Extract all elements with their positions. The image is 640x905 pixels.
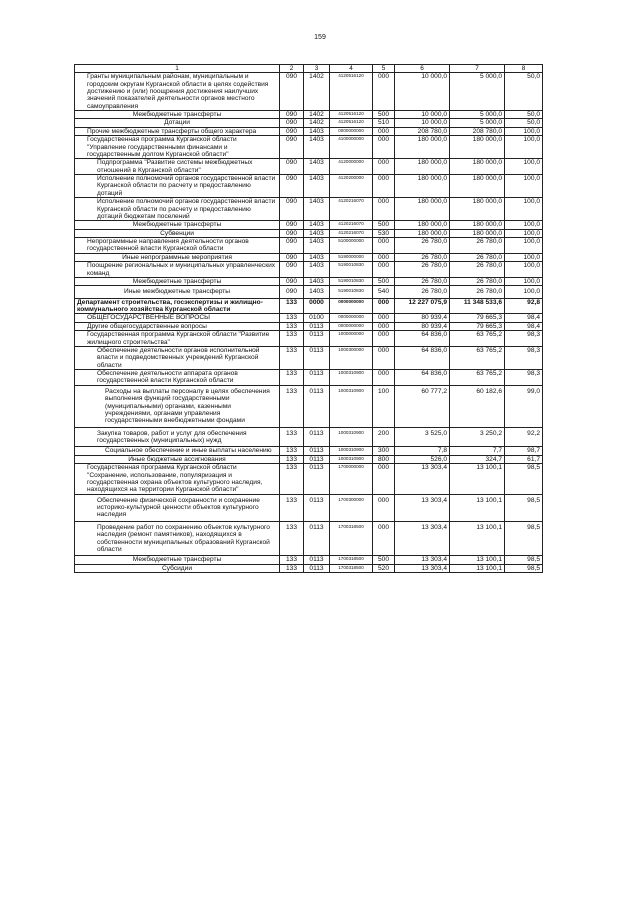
cell-expense-type: 540: [373, 286, 395, 298]
cell-expense-type: 000: [373, 238, 395, 254]
row-name: Иные межбюджетные трансферты: [75, 286, 280, 298]
table-row: [75, 229, 543, 237]
cell-planned-amount: 180 000,0: [395, 198, 450, 221]
cell-percent: 98,5: [505, 564, 543, 572]
table-row: [75, 346, 543, 369]
cell-target-article: 5190010830: [330, 262, 373, 278]
cell-ministry-code: 090: [280, 253, 304, 261]
cell-actual-amount: 180 000,0: [450, 198, 505, 221]
cell-ministry-code: 090: [280, 159, 304, 175]
cell-section-code: 0113: [304, 370, 330, 386]
table-row: [75, 159, 543, 175]
cell-actual-amount: 26 780,0: [450, 262, 505, 278]
cell-section-code: 0113: [304, 494, 330, 521]
cell-section-code: 0113: [304, 427, 330, 447]
cell-target-article: 4100000000: [330, 136, 373, 159]
cell-actual-amount: 79 665,3: [450, 314, 505, 322]
cell-actual-amount: 13 100,1: [450, 521, 505, 556]
cell-percent: 98,5: [505, 494, 543, 521]
cell-section-code: 0000: [304, 298, 330, 314]
cell-planned-amount: 10 000,0: [395, 119, 450, 127]
table-row: [75, 111, 543, 119]
cell-section-code: 1402: [304, 119, 330, 127]
cell-target-article: 5190010830: [330, 286, 373, 298]
table-row: [75, 564, 543, 572]
cell-ministry-code: 133: [280, 298, 304, 314]
cell-expense-type: 500: [373, 221, 395, 229]
cell-target-article: 5190000000: [330, 253, 373, 261]
cell-percent: 98,3: [505, 370, 543, 386]
cell-ministry-code: 090: [280, 136, 304, 159]
cell-expense-type: 000: [373, 262, 395, 278]
cell-expense-type: 000: [373, 175, 395, 198]
cell-target-article: 0000000000: [330, 314, 373, 322]
cell-actual-amount: 180 000,0: [450, 136, 505, 159]
cell-expense-type: 000: [373, 331, 395, 347]
cell-planned-amount: 80 939,4: [395, 322, 450, 330]
cell-planned-amount: 26 780,0: [395, 253, 450, 261]
cell-expense-type: 510: [373, 119, 395, 127]
cell-planned-amount: 13 303,4: [395, 564, 450, 572]
cell-ministry-code: 090: [280, 229, 304, 237]
cell-actual-amount: 180 000,0: [450, 229, 505, 237]
cell-expense-type: 000: [373, 198, 395, 221]
cell-percent: 100,0: [505, 277, 543, 285]
cell-percent: 100,0: [505, 159, 543, 175]
cell-planned-amount: 180 000,0: [395, 221, 450, 229]
cell-ministry-code: 090: [280, 175, 304, 198]
page-number: 159: [314, 34, 326, 41]
cell-planned-amount: 12 227 075,9: [395, 298, 450, 314]
table-row: [75, 464, 543, 495]
cell-percent: 100,0: [505, 262, 543, 278]
cell-expense-type: 500: [373, 556, 395, 564]
cell-ministry-code: 090: [280, 238, 304, 254]
cell-actual-amount: 26 780,0: [450, 238, 505, 254]
column-header: 3: [304, 65, 330, 73]
cell-planned-amount: 26 780,0: [395, 277, 450, 285]
cell-actual-amount: 13 100,1: [450, 464, 505, 495]
cell-section-code: 0113: [304, 385, 330, 427]
cell-actual-amount: 11 348 533,6: [450, 298, 505, 314]
row-name: Закупка товаров, работ и услуг для обеспечения государственных (муниципальных) нужд: [75, 427, 280, 447]
cell-target-article: 4120516120: [330, 111, 373, 119]
cell-planned-amount: 26 780,0: [395, 262, 450, 278]
cell-ministry-code: 133: [280, 521, 304, 556]
cell-percent: 98,4: [505, 322, 543, 330]
table-row: [75, 556, 543, 564]
cell-target-article: 1000300000: [330, 346, 373, 369]
table-header-row: [75, 65, 543, 73]
cell-expense-type: 000: [373, 346, 395, 369]
cell-ministry-code: 133: [280, 564, 304, 572]
row-name: Государственная программа Курганской области "Управление государственными финансами и государственным долгом Курганской области": [75, 136, 280, 159]
row-name: Субвенции: [75, 229, 280, 237]
cell-expense-type: 100: [373, 385, 395, 427]
cell-expense-type: 000: [373, 494, 395, 521]
cell-planned-amount: 60 777,2: [395, 385, 450, 427]
cell-planned-amount: 180 000,0: [395, 159, 450, 175]
cell-planned-amount: 64 836,0: [395, 370, 450, 386]
cell-percent: 98,3: [505, 346, 543, 369]
table-row: [75, 314, 543, 322]
row-name: Обеспечение физической сохранности и сохранение историко-культурной ценности объектов культурного наследия: [75, 494, 280, 521]
cell-planned-amount: 10 000,0: [395, 111, 450, 119]
row-name: ОБЩЕГОСУДАРСТВЕННЫЕ ВОПРОСЫ: [75, 314, 280, 322]
cell-ministry-code: 090: [280, 221, 304, 229]
cell-target-article: 1700318500: [330, 564, 373, 572]
cell-section-code: 0100: [304, 314, 330, 322]
cell-target-article: 1000310900: [330, 370, 373, 386]
row-name: Департамент строительства, госэкспертизы и жилищно-коммунального хозяйства Курганской области: [75, 298, 280, 314]
cell-actual-amount: 3 250,2: [450, 427, 505, 447]
row-name: Другие общегосударственные вопросы: [75, 322, 280, 330]
cell-ministry-code: 133: [280, 494, 304, 521]
table-row: [75, 253, 543, 261]
column-header: 8: [505, 65, 543, 73]
column-header: 7: [450, 65, 505, 73]
cell-target-article: 5190010830: [330, 277, 373, 285]
cell-percent: 98,4: [505, 314, 543, 322]
row-name: Государственная программа Курганской области "Сохранение, использование, популяризация и государственная охрана объектов культурного наследия, находящихся на территории Курганской области": [75, 464, 280, 495]
cell-target-article: 4120216070: [330, 198, 373, 221]
cell-expense-type: 500: [373, 277, 395, 285]
cell-target-article: 1700000000: [330, 464, 373, 495]
cell-section-code: 0113: [304, 322, 330, 330]
cell-section-code: 1403: [304, 198, 330, 221]
table-row: [75, 221, 543, 229]
table-body: [75, 73, 543, 573]
cell-section-code: 1403: [304, 262, 330, 278]
cell-expense-type: 000: [373, 370, 395, 386]
table-row: [75, 119, 543, 127]
cell-ministry-code: 133: [280, 427, 304, 447]
cell-target-article: 4120200000: [330, 175, 373, 198]
cell-planned-amount: 180 000,0: [395, 229, 450, 237]
cell-section-code: 0113: [304, 464, 330, 495]
cell-actual-amount: 180 000,0: [450, 175, 505, 198]
cell-expense-type: 500: [373, 111, 395, 119]
table-row: [75, 136, 543, 159]
cell-section-code: 1403: [304, 253, 330, 261]
column-header: 1: [75, 65, 280, 73]
cell-planned-amount: 26 780,0: [395, 286, 450, 298]
cell-expense-type: 000: [373, 521, 395, 556]
table-row: [75, 331, 543, 347]
row-name: Гранты муниципальным районам, муниципальным и городским округам Курганской области в целях содействия достижению и (или) поощрения достижения наилучших значений показателей деятельности органов местного самоуправления: [75, 73, 280, 111]
cell-actual-amount: 5 000,0: [450, 119, 505, 127]
cell-expense-type: 000: [373, 314, 395, 322]
cell-planned-amount: 13 303,4: [395, 556, 450, 564]
cell-section-code: 0113: [304, 447, 330, 455]
cell-planned-amount: 7,8: [395, 447, 450, 455]
cell-expense-type: 000: [373, 159, 395, 175]
cell-actual-amount: 63 765,2: [450, 331, 505, 347]
cell-target-article: 4120000000: [330, 159, 373, 175]
cell-planned-amount: 13 303,4: [395, 464, 450, 495]
cell-ministry-code: 133: [280, 556, 304, 564]
table-row: [75, 127, 543, 135]
cell-section-code: 1403: [304, 136, 330, 159]
cell-planned-amount: 64 836,0: [395, 331, 450, 347]
cell-planned-amount: 13 303,4: [395, 494, 450, 521]
row-name: Субсидии: [75, 564, 280, 572]
cell-target-article: 4120516120: [330, 73, 373, 111]
row-name: Межбюджетные трансферты: [75, 556, 280, 564]
cell-expense-type: 520: [373, 564, 395, 572]
row-name: Непрограммные направления деятельности органов государственной власти Курганской области: [75, 238, 280, 254]
cell-section-code: 0113: [304, 346, 330, 369]
cell-expense-type: 000: [373, 136, 395, 159]
row-name: Прочие межбюджетные трансферты общего характера: [75, 127, 280, 135]
cell-actual-amount: 79 665,3: [450, 322, 505, 330]
column-header: 2: [280, 65, 304, 73]
cell-ministry-code: 090: [280, 127, 304, 135]
table-row: [75, 521, 543, 556]
cell-planned-amount: 180 000,0: [395, 136, 450, 159]
cell-planned-amount: 13 303,4: [395, 521, 450, 556]
table-row: [75, 73, 543, 111]
row-name: Межбюджетные трансферты: [75, 277, 280, 285]
cell-planned-amount: 64 836,0: [395, 346, 450, 369]
row-name: Проведение работ по сохранению объектов культурного наследия (ремонт памятников), находящихся в собственности муниципальных образований Курганской области: [75, 521, 280, 556]
cell-actual-amount: 60 182,6: [450, 385, 505, 427]
cell-percent: 50,0: [505, 119, 543, 127]
row-name: Обеспечение деятельности органов исполнительной власти и подведомственных учреждений Курганской области: [75, 346, 280, 369]
cell-percent: 100,0: [505, 175, 543, 198]
cell-ministry-code: 133: [280, 370, 304, 386]
table-row: [75, 494, 543, 521]
cell-section-code: 1403: [304, 175, 330, 198]
cell-actual-amount: 13 100,1: [450, 556, 505, 564]
cell-section-code: 0113: [304, 331, 330, 347]
cell-percent: 92,2: [505, 427, 543, 447]
cell-planned-amount: 80 939,4: [395, 314, 450, 322]
cell-ministry-code: 133: [280, 322, 304, 330]
cell-target-article: 1700300000: [330, 494, 373, 521]
cell-expense-type: 000: [373, 127, 395, 135]
cell-section-code: 1403: [304, 221, 330, 229]
cell-percent: 92,8: [505, 298, 543, 314]
cell-actual-amount: 13 100,1: [450, 494, 505, 521]
cell-target-article: 1700318500: [330, 521, 373, 556]
row-name: Государственная программа Курганской области "Развитие жилищного строительства": [75, 331, 280, 347]
cell-section-code: 1403: [304, 277, 330, 285]
cell-expense-type: 000: [373, 253, 395, 261]
cell-percent: 98,5: [505, 521, 543, 556]
column-header: 4: [330, 65, 373, 73]
cell-percent: 98,5: [505, 464, 543, 495]
cell-section-code: 1402: [304, 111, 330, 119]
cell-target-article: 0000000000: [330, 298, 373, 314]
cell-target-article: 1700318500: [330, 556, 373, 564]
cell-expense-type: 000: [373, 73, 395, 111]
table-row: [75, 385, 543, 427]
column-header: 5: [373, 65, 395, 73]
cell-percent: 99,0: [505, 385, 543, 427]
cell-percent: 100,0: [505, 136, 543, 159]
cell-section-code: 0113: [304, 564, 330, 572]
cell-ministry-code: 090: [280, 73, 304, 111]
table-row: [75, 447, 543, 455]
cell-expense-type: 200: [373, 427, 395, 447]
cell-percent: 50,0: [505, 73, 543, 111]
cell-expense-type: 530: [373, 229, 395, 237]
cell-target-article: 4120516120: [330, 119, 373, 127]
table-row: [75, 455, 543, 463]
cell-percent: 100,0: [505, 253, 543, 261]
cell-planned-amount: 26 780,0: [395, 238, 450, 254]
cell-actual-amount: 7,7: [450, 447, 505, 455]
cell-section-code: 1402: [304, 73, 330, 111]
column-header: 6: [395, 65, 450, 73]
cell-section-code: 1403: [304, 127, 330, 135]
cell-planned-amount: 10 000,0: [395, 73, 450, 111]
cell-target-article: 1000310900: [330, 455, 373, 463]
cell-section-code: 0113: [304, 556, 330, 564]
cell-ministry-code: 133: [280, 464, 304, 495]
cell-actual-amount: 5 000,0: [450, 111, 505, 119]
cell-target-article: 1000000000: [330, 331, 373, 347]
cell-actual-amount: 63 765,2: [450, 346, 505, 369]
cell-actual-amount: 26 780,0: [450, 286, 505, 298]
row-name: Межбюджетные трансферты: [75, 111, 280, 119]
row-name: Иные бюджетные ассигнования: [75, 455, 280, 463]
cell-target-article: 4120216070: [330, 229, 373, 237]
cell-section-code: 1403: [304, 238, 330, 254]
cell-ministry-code: 133: [280, 331, 304, 347]
cell-ministry-code: 133: [280, 314, 304, 322]
table-row: [75, 286, 543, 298]
table-row: [75, 175, 543, 198]
cell-ministry-code: 133: [280, 346, 304, 369]
cell-target-article: 4120216070: [330, 221, 373, 229]
row-name: Дотации: [75, 119, 280, 127]
cell-actual-amount: 208 780,0: [450, 127, 505, 135]
cell-expense-type: 000: [373, 298, 395, 314]
cell-ministry-code: 090: [280, 262, 304, 278]
cell-target-article: 1000310900: [330, 447, 373, 455]
cell-expense-type: 000: [373, 322, 395, 330]
cell-ministry-code: 090: [280, 111, 304, 119]
cell-percent: 100,0: [505, 127, 543, 135]
cell-actual-amount: 26 780,0: [450, 277, 505, 285]
cell-ministry-code: 090: [280, 277, 304, 285]
cell-percent: 50,0: [505, 111, 543, 119]
cell-percent: 100,0: [505, 198, 543, 221]
cell-percent: 61,7: [505, 455, 543, 463]
table-row: [75, 322, 543, 330]
table-row: [75, 198, 543, 221]
cell-expense-type: 000: [373, 464, 395, 495]
cell-actual-amount: 180 000,0: [450, 159, 505, 175]
cell-percent: 100,0: [505, 286, 543, 298]
table-row: [75, 427, 543, 447]
cell-ministry-code: 090: [280, 286, 304, 298]
cell-actual-amount: 5 000,0: [450, 73, 505, 111]
cell-ministry-code: 133: [280, 385, 304, 427]
row-name: Расходы на выплаты персоналу в целях обеспечения выполнения функций государственными (муниципальными) органами, казенными учреждениями, органами управления государственными внебюджетными фондами: [75, 385, 280, 427]
cell-expense-type: 800: [373, 455, 395, 463]
cell-actual-amount: 13 100,1: [450, 564, 505, 572]
row-name: Поощрение региональных и муниципальных управленческих команд: [75, 262, 280, 278]
row-name: Обеспечение деятельности аппарата органов государственной власти Курганской области: [75, 370, 280, 386]
row-name: Социальное обеспечение и иные выплаты населению: [75, 447, 280, 455]
cell-actual-amount: 26 780,0: [450, 253, 505, 261]
cell-planned-amount: 180 000,0: [395, 175, 450, 198]
cell-actual-amount: 63 765,2: [450, 370, 505, 386]
table-row: [75, 298, 543, 314]
cell-percent: 98,3: [505, 331, 543, 347]
cell-ministry-code: 133: [280, 447, 304, 455]
cell-target-article: 0000000000: [330, 322, 373, 330]
cell-percent: 100,0: [505, 238, 543, 254]
cell-planned-amount: 208 780,0: [395, 127, 450, 135]
table-row: [75, 370, 543, 386]
cell-section-code: 0113: [304, 521, 330, 556]
budget-table: [74, 64, 543, 573]
cell-target-article: 0000000000: [330, 127, 373, 135]
cell-percent: 100,0: [505, 229, 543, 237]
cell-percent: 98,5: [505, 556, 543, 564]
cell-ministry-code: 090: [280, 119, 304, 127]
cell-ministry-code: 133: [280, 455, 304, 463]
row-name: Иные непрограммные мероприятия: [75, 253, 280, 261]
cell-actual-amount: 324,7: [450, 455, 505, 463]
cell-section-code: 0113: [304, 455, 330, 463]
cell-section-code: 1403: [304, 229, 330, 237]
table-row: [75, 238, 543, 254]
cell-planned-amount: 526,0: [395, 455, 450, 463]
cell-expense-type: 300: [373, 447, 395, 455]
cell-percent: 98,7: [505, 447, 543, 455]
cell-ministry-code: 090: [280, 198, 304, 221]
row-name: Межбюджетные трансферты: [75, 221, 280, 229]
cell-actual-amount: 180 000,0: [450, 221, 505, 229]
cell-target-article: 1000310900: [330, 427, 373, 447]
cell-planned-amount: 3 525,0: [395, 427, 450, 447]
row-name: Исполнение полномочий органов государственной власти Курганской области по расчету и предоставлению дотаций бюджетам поселений: [75, 198, 280, 221]
cell-target-article: 5100000000: [330, 238, 373, 254]
row-name: Подпрограмма "Развитие системы межбюджетных отношений в Курганской области": [75, 159, 280, 175]
cell-percent: 100,0: [505, 221, 543, 229]
cell-section-code: 1403: [304, 286, 330, 298]
table-row: [75, 277, 543, 285]
table-row: [75, 262, 543, 278]
row-name: Исполнение полномочий органов государственной власти Курганской области по расчету и предоставлению дотаций: [75, 175, 280, 198]
cell-target-article: 1000310900: [330, 385, 373, 427]
cell-section-code: 1403: [304, 159, 330, 175]
